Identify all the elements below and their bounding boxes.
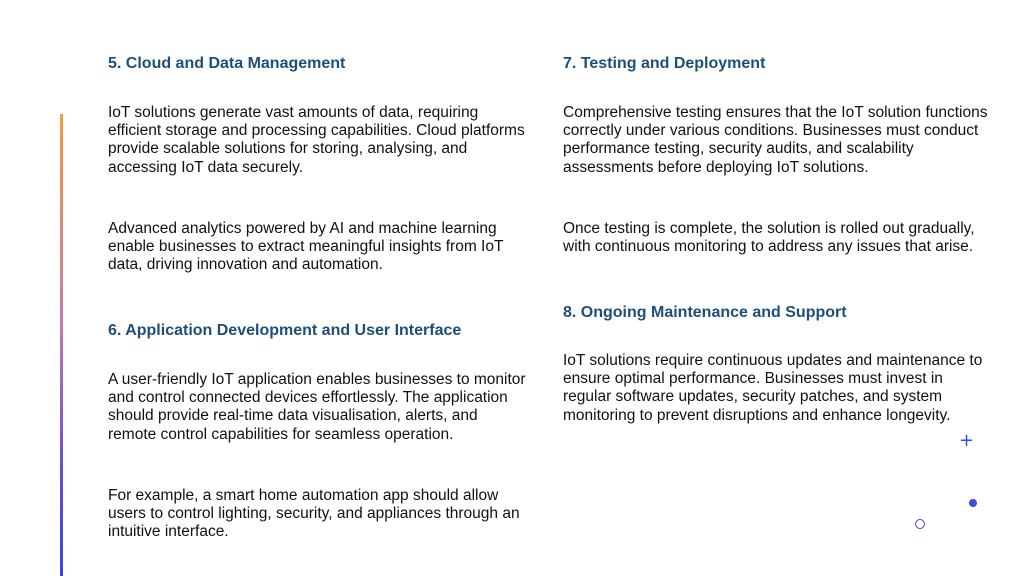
vertical-accent-bar bbox=[60, 114, 63, 576]
section-6-paragraph-2: For example, a smart home automation app should allow users to control lighting, security, and appliances through an intuitive interface. bbox=[108, 487, 520, 541]
section-6-heading: 6. Application Development and User Interface bbox=[108, 322, 462, 339]
filled-dot-icon bbox=[969, 499, 977, 507]
ring-dot-icon bbox=[915, 519, 925, 529]
plus-icon: + bbox=[959, 430, 975, 451]
section-5-paragraph-2: Advanced analytics powered by AI and machine learning enable businesses to extract meaningful insights from IoT data, driving innovation and automation. bbox=[108, 220, 504, 274]
section-8-heading: 8. Ongoing Maintenance and Support bbox=[563, 304, 847, 321]
section-7-paragraph-2: Once testing is complete, the solution is rolled out gradually, with continuous monitoring to address any issues that arise. bbox=[563, 220, 975, 256]
section-5-heading: 5. Cloud and Data Management bbox=[108, 55, 346, 72]
section-7-heading: 7. Testing and Deployment bbox=[563, 55, 766, 72]
section-8-paragraph-1: IoT solutions require continuous updates and maintenance to ensure optimal performance. Businesses must invest in regular software updates, security patches, and system monitoring to prevent disruptions and enhance longevity. bbox=[563, 352, 983, 424]
section-5-paragraph-1: IoT solutions generate vast amounts of data, requiring efficient storage and processing capabilities. Cloud platforms provide scalable solutions for storing, analysing, and accessing IoT data securely. bbox=[108, 104, 525, 176]
section-7-paragraph-1: Comprehensive testing ensures that the IoT solution functions correctly under various conditions. Businesses must conduct performance testing, security audits, and scalability assessments before deploying IoT solutions. bbox=[563, 104, 988, 176]
section-6-paragraph-1: A user-friendly IoT application enables businesses to monitor and control connected devices effortlessly. The application should provide real-time data visualisation, alerts, and remote control capabilities for seamless operation. bbox=[108, 371, 526, 443]
